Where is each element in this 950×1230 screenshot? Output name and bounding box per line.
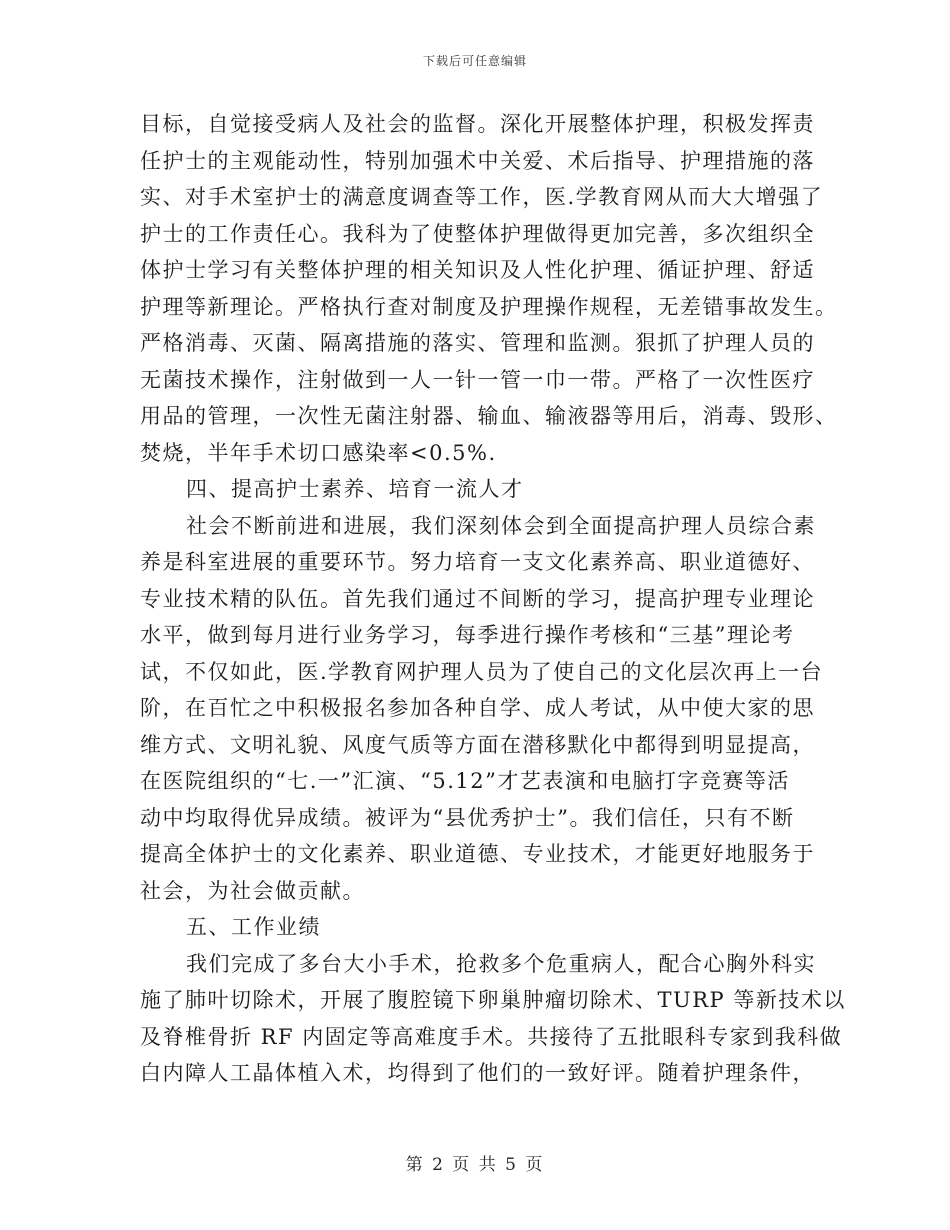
paragraph-line: 试，不仅如此，医.学教育网护理人员为了使自己的文化层次再上一台 [140, 659, 824, 684]
paragraph-line: 目标，自觉接受病人及社会的监督。深化开展整体护理，积极发挥责 [140, 112, 815, 136]
paragraph-line: 用品的管理，一次性无菌注射器、输血、输液器等用后，消毒、毁形、 [140, 404, 838, 428]
paragraph-line: 护士的工作责任心。我科为了使整体护理做得更加完善，多次组织全 [140, 221, 815, 246]
paragraph-line: 无菌技术操作，注射做到一人一针一管一巾一带。严格了一次性医疗 [140, 367, 815, 392]
paragraph-line: 水平，做到每月进行业务学习，每季进行操作考核和“三基”理论考 [140, 623, 795, 647]
paragraph-line: 焚烧，半年手术切口感染率<0.5%. [140, 440, 497, 465]
paragraph-line: 任护士的主观能动性，特别加强术中关爱、术后指导、护理措施的落 [140, 148, 815, 173]
paragraph-line-indented: 四、提高护士素养、培育一流人才 [186, 477, 524, 501]
paragraph-line: 阶，在百忙之中积极报名参加各种自学、成人考试，从中使大家的思 [140, 696, 815, 720]
paragraph-line: 及脊椎骨折 RF 内固定等高难度手术。共接待了五批眼科专家到我科做 [140, 1024, 843, 1049]
paragraph-line-indented: 五、工作业绩 [186, 915, 321, 939]
paragraph-line: 在医院组织的“七.一”汇演、“5.12”才艺表演和电脑打字竞赛等活 [140, 769, 790, 793]
page-footer: 第 2 页 共 5 页 [405, 1155, 545, 1175]
paragraph-line: 动中均取得优异成绩。被评为“县优秀护士”。我们信任，只有不断 [140, 805, 795, 830]
paragraph-line-indented: 社会不断前进和进展，我们深刻体会到全面提高护理人员综合素 [186, 513, 816, 538]
paragraph-line: 严格消毒、灭菌、隔离措施的落实、管理和监测。狠抓了护理人员的 [140, 331, 815, 355]
paragraph-line: 维方式、文明礼貌、风度气质等方面在潜移默化中都得到明显提高， [140, 732, 815, 757]
paragraph-line: 社会，为社会做贡献。 [140, 878, 365, 903]
paragraph-line: 白内障人工晶体植入术，均得到了他们的一致好评。随着护理条件， [140, 1061, 815, 1085]
paragraph-line: 提高全体护士的文化素养、职业道德、专业技术，才能更好地服务于 [140, 842, 815, 866]
paragraph-line: 专业技术精的队伍。首先我们通过不间断的学习，提高护理专业理论 [140, 586, 815, 611]
paragraph-line: 养是科室进展的重要环节。努力培育一支文化素养高、职业道德好、 [140, 550, 815, 574]
document-body [140, 106, 846, 1092]
paragraph-line: 实、对手术室护士的满意度调查等工作，医.学教育网从而大大增强了 [140, 185, 824, 209]
paragraph-line: 体护士学习有关整体护理的相关知识及人性化护理、循证护理、舒适 [140, 258, 815, 282]
paragraph-line: 施了肺叶切除术，开展了腹腔镜下卵巢肿瘤切除术、TURP 等新技术以 [140, 988, 846, 1012]
paragraph-line-indented: 我们完成了多台大小手术，抢救多个危重病人，配合心胸外科实 [186, 951, 816, 976]
page-header: 下载后可任意编辑 [422, 54, 527, 68]
paragraph-line: 护理等新理论。严格执行查对制度及护理操作规程，无差错事故发生。 [140, 294, 838, 319]
